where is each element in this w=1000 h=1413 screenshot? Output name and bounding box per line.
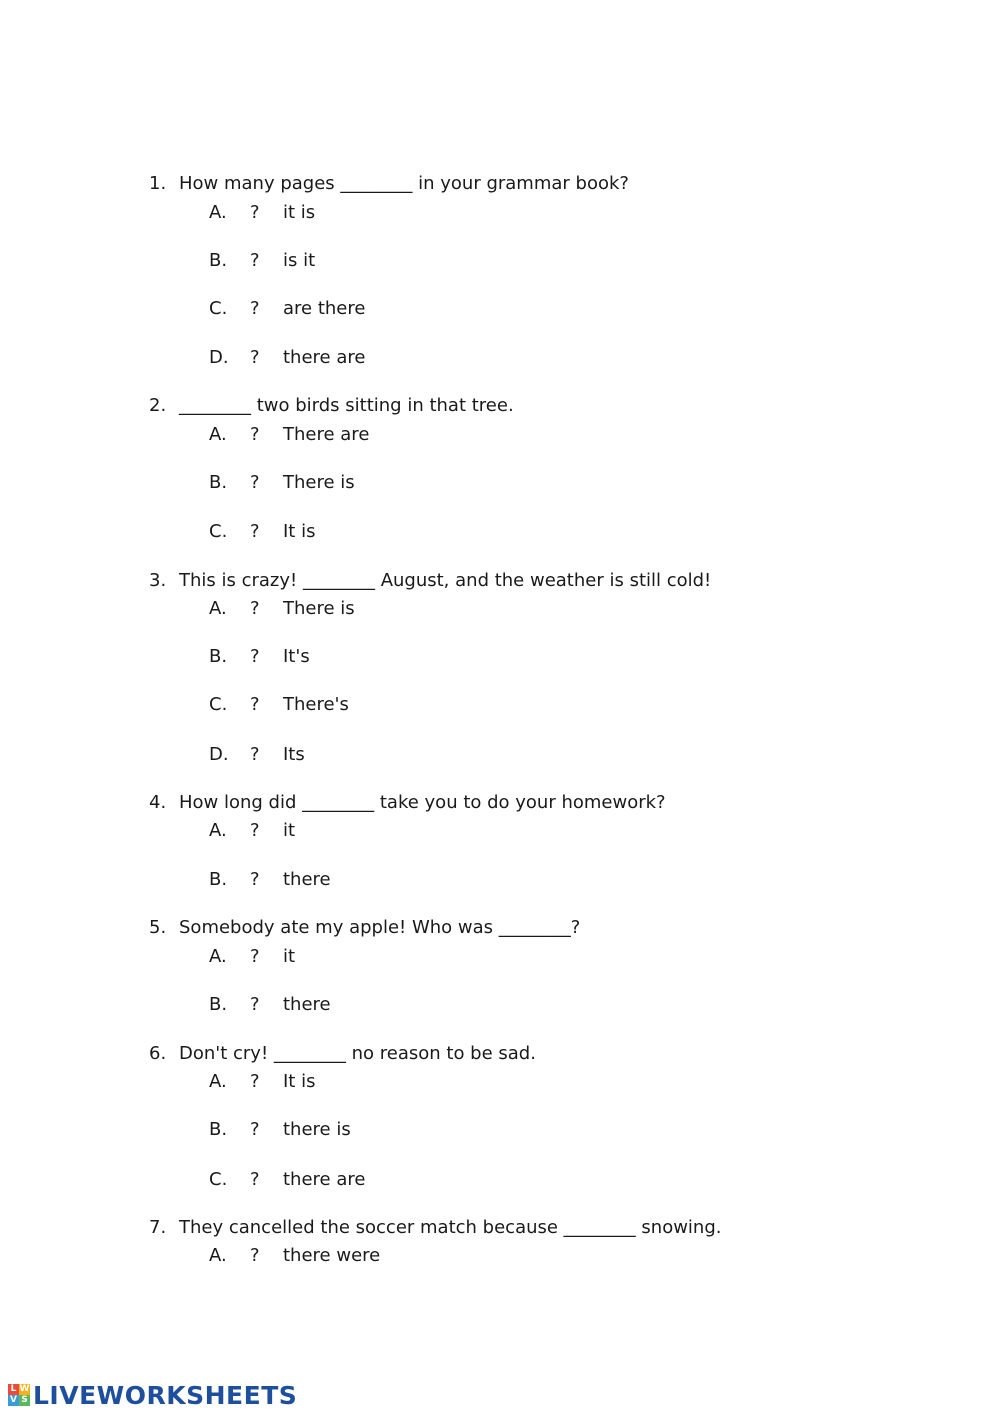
answer-option[interactable] (0, 298, 700, 320)
option-checkbox-placeholder[interactable]: ? (250, 202, 260, 223)
option-letter: D. (209, 347, 229, 368)
answer-option[interactable] (0, 820, 700, 842)
answer-option[interactable] (0, 472, 700, 494)
logo-icon (8, 1384, 30, 1406)
logo-icon-letter: V (8, 1395, 19, 1406)
answer-option[interactable] (0, 202, 700, 224)
answer-option[interactable] (0, 646, 700, 668)
option-label: there are (283, 1169, 366, 1190)
option-letter: A. (209, 202, 227, 223)
option-letter: B. (209, 994, 228, 1015)
answer-option[interactable] (0, 994, 700, 1016)
answer-option[interactable] (0, 1245, 700, 1267)
option-label: there is (283, 1119, 351, 1140)
answer-option[interactable] (0, 598, 700, 620)
option-letter: B. (209, 869, 228, 890)
option-letter: D. (209, 744, 229, 765)
question-number: 4. (149, 792, 167, 813)
option-letter: C. (209, 1169, 228, 1190)
option-label: It is (283, 521, 316, 542)
option-checkbox-placeholder[interactable]: ? (250, 744, 260, 765)
logo-icon-letter: S (19, 1395, 30, 1406)
answer-option[interactable] (0, 424, 700, 446)
question-number: 6. (149, 1043, 167, 1064)
option-letter: C. (209, 694, 228, 715)
answer-option[interactable] (0, 1071, 700, 1093)
option-checkbox-placeholder[interactable]: ? (250, 598, 260, 619)
option-checkbox-placeholder[interactable]: ? (250, 1245, 260, 1266)
option-letter: B. (209, 250, 228, 271)
answer-option[interactable] (0, 347, 700, 369)
answer-option[interactable] (0, 744, 700, 766)
question-number: 2. (149, 395, 167, 416)
answer-option[interactable] (0, 869, 700, 891)
question-text: ________ two birds sitting in that tree. (179, 395, 514, 416)
option-letter: A. (209, 598, 227, 619)
option-label: there (283, 869, 331, 890)
option-checkbox-placeholder[interactable]: ? (250, 521, 260, 542)
option-label: it is (283, 202, 316, 223)
option-label: there are (283, 347, 366, 368)
option-label: There are (283, 424, 370, 445)
option-label: there (283, 994, 331, 1015)
option-checkbox-placeholder[interactable]: ? (250, 694, 260, 715)
option-label: There is (283, 472, 355, 493)
question-number: 5. (149, 917, 167, 938)
option-letter: A. (209, 1245, 227, 1266)
option-letter: C. (209, 521, 228, 542)
option-checkbox-placeholder[interactable]: ? (250, 646, 260, 667)
option-letter: A. (209, 1071, 227, 1092)
option-label: are there (283, 298, 366, 319)
option-checkbox-placeholder[interactable]: ? (250, 472, 260, 493)
option-checkbox-placeholder[interactable]: ? (250, 424, 260, 445)
logo-text: LIVEWORKSHEETS (33, 1380, 298, 1410)
option-label: Its (283, 744, 305, 765)
option-checkbox-placeholder[interactable]: ? (250, 946, 260, 967)
option-label: It's (283, 646, 310, 667)
option-checkbox-placeholder[interactable]: ? (250, 298, 260, 319)
option-letter: C. (209, 298, 228, 319)
question-text: How long did ________ take you to do your homework? (179, 792, 666, 813)
option-label: is it (283, 250, 316, 271)
option-checkbox-placeholder[interactable]: ? (250, 1071, 260, 1092)
option-label: there were (283, 1245, 381, 1266)
option-label: It is (283, 1071, 316, 1092)
option-letter: A. (209, 820, 227, 841)
option-checkbox-placeholder[interactable]: ? (250, 1119, 260, 1140)
option-letter: B. (209, 472, 228, 493)
question-text: They cancelled the soccer match because ________ snowing. (179, 1217, 722, 1238)
answer-option[interactable] (0, 1169, 700, 1191)
option-letter: A. (209, 946, 227, 967)
option-label: There's (283, 694, 349, 715)
option-label: it (283, 820, 296, 841)
question-text: How many pages ________ in your grammar book? (179, 173, 629, 194)
logo-icon-letter: W (19, 1384, 30, 1394)
liveworksheets-logo (8, 1382, 297, 1408)
logo-icon-letter: L (8, 1384, 19, 1395)
option-checkbox-placeholder[interactable]: ? (250, 250, 260, 271)
question-number: 1. (149, 173, 167, 194)
answer-option[interactable] (0, 1119, 700, 1141)
answer-option[interactable] (0, 250, 700, 272)
question-text: This is crazy! ________ August, and the weather is still cold! (179, 570, 712, 591)
option-label: There is (283, 598, 355, 619)
option-checkbox-placeholder[interactable]: ? (250, 347, 260, 368)
answer-option[interactable] (0, 694, 700, 716)
answer-option[interactable] (0, 521, 700, 543)
option-checkbox-placeholder[interactable]: ? (250, 869, 260, 890)
question-number: 3. (149, 570, 167, 591)
option-checkbox-placeholder[interactable]: ? (250, 994, 260, 1015)
option-letter: A. (209, 424, 227, 445)
question-number: 7. (149, 1217, 167, 1238)
option-label: it (283, 946, 296, 967)
option-checkbox-placeholder[interactable]: ? (250, 820, 260, 841)
question-text: Somebody ate my apple! Who was ________? (179, 917, 581, 938)
option-checkbox-placeholder[interactable]: ? (250, 1169, 260, 1190)
answer-option[interactable] (0, 946, 700, 968)
option-letter: B. (209, 1119, 228, 1140)
option-letter: B. (209, 646, 228, 667)
question-text: Don't cry! ________ no reason to be sad. (179, 1043, 536, 1064)
